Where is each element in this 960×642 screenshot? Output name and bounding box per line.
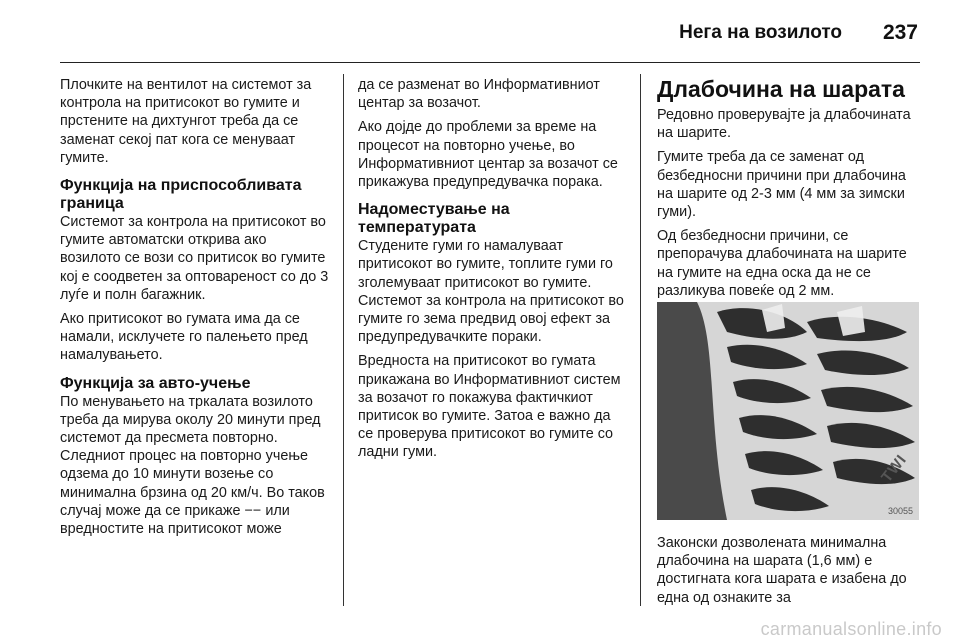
paragraph: Законски дозволената минимална длабочина на шарата (1,6 мм) е достигната кога шарата е изабена до една од ознаките за	[657, 535, 907, 606]
column-1	[60, 76, 330, 544]
page-header	[0, 0, 960, 64]
watermark: carmanualsonline.info	[760, 619, 942, 639]
header-divider	[60, 62, 920, 63]
column-divider	[640, 74, 641, 606]
page-title: Нега на возилото	[679, 22, 842, 43]
section-heading-adaptive-limit: Функција на приспособливата граница	[60, 177, 302, 213]
paragraph: Ако притисокот во гумата има да се намали, исклучете го палењето пред намалувањето.	[60, 311, 308, 364]
section-heading-tread-depth: Длабочина на шарата	[657, 76, 905, 102]
paragraph: Од безбедносни причини, се препорачува длабочината на шарите на гумите на една оска да не се разликува повеќе од 2 мм.	[657, 228, 907, 299]
column-3	[657, 76, 919, 306]
paragraph: Плочките на вентилот на системот за контрола на притисокот во гумите и прстените на дихтунгот треба да се заменат секој пат кога се менуваат гумите.	[60, 77, 312, 166]
column-2	[358, 76, 628, 468]
column-3-continued	[657, 534, 919, 607]
page-number: 237	[882, 21, 918, 44]
paragraph: Гумите треба да се заменат од безбедносни причини при длабочина на шарите од 2-3 мм (4 мм за зимски гуми).	[657, 149, 906, 221]
paragraph: да се разменат во Информативниот центар за возачот.	[358, 77, 600, 112]
twi-marking-label: TWI	[878, 451, 911, 486]
section-heading-temperature: Надоместување на температурата	[358, 201, 510, 237]
paragraph: Вредноста на притисокот во гумата прикажана во Информативниот систем за возачот го покажува фактичкиот притисок во гумите. Затоа е важно да се проверува притисокот во гумите со ладни гуми.	[358, 353, 621, 461]
tire-tread-drawing	[657, 302, 919, 520]
paragraph: Ако дојде до проблеми за време на процесот на повторно учење, во Информативниот центар за возачот се прикажува предупредувачка порака.	[358, 119, 618, 191]
tire-tread-illustration	[657, 302, 919, 520]
figure-number: 30055	[887, 506, 913, 516]
paragraph: Студените гуми го намалуваат притисокот во гумите, топлите гуми го зголемуваат притисокот во гумите. Системот за контрола на притисокот во гумите го зема предвид овој ефект за предупредувачките пораки.	[358, 238, 624, 346]
paragraph: Редовно проверувајте ја длабочината на шарите.	[657, 107, 911, 142]
column-divider	[343, 74, 344, 606]
paragraph: По менувањето на тркалата возилото треба да мирува околу 20 минути пред системот да пресмета повторно. Следниот процес на повторно учење одзема до 10 минути возење со минимална брзина од 20 км/ч. Во таков случај може да се прикаже −− или вредностите на притисокот може	[60, 393, 325, 538]
section-heading-auto-learn: Функција за авто-учење	[60, 374, 251, 392]
paragraph: Системот за контрола на притисокот во гумите автоматски открива ако возилото се вози со притисок во гумите кој е соодветен за оптовареност со до 3 луѓе и полн багажник.	[60, 214, 329, 303]
